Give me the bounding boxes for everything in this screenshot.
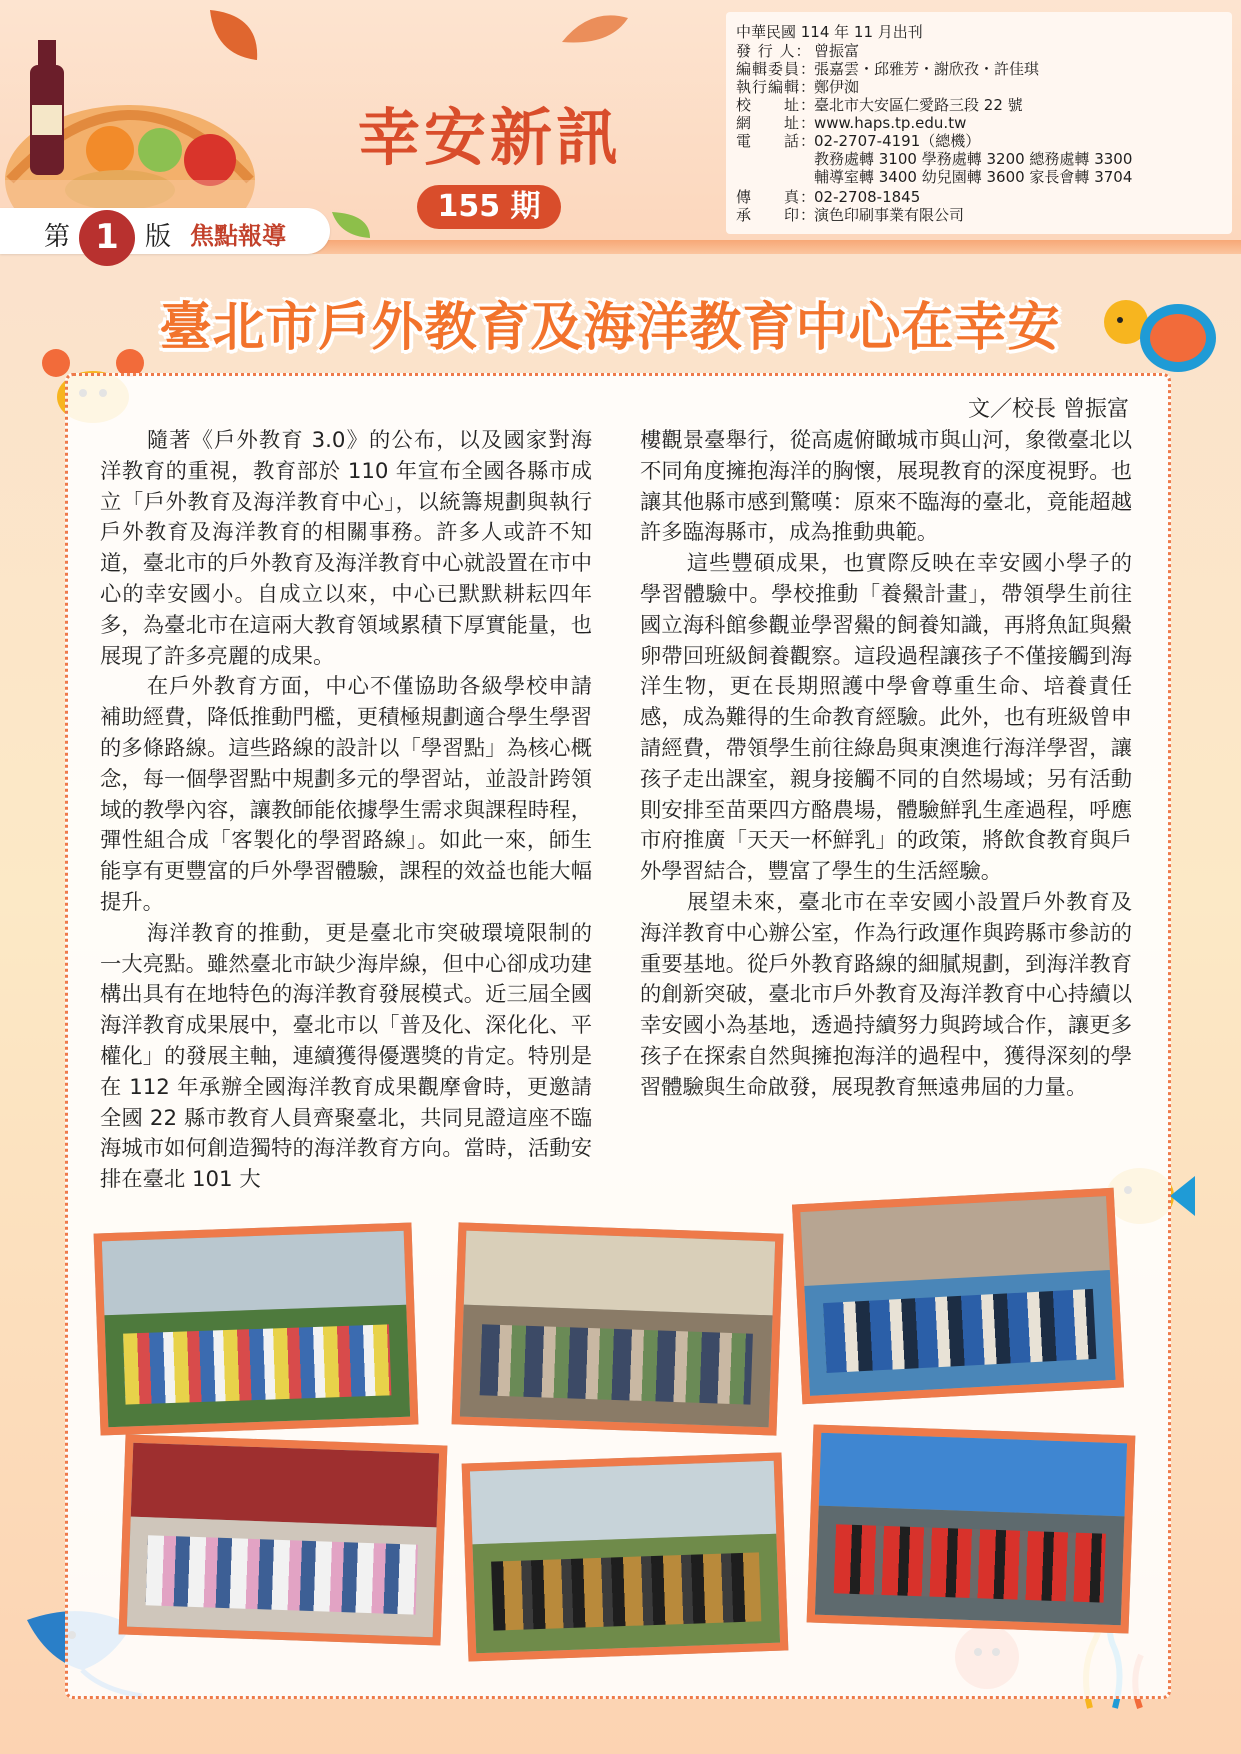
article-headline: 臺北市戶外教育及海洋教育中心在幸安 [159,298,1061,358]
edition-number: 1 [79,210,135,266]
info-line: 傳 真：02-2708-1845 [736,188,921,206]
info-line: 網 址：www.haps.tp.edu.tw [736,114,967,132]
article-paragraph: 樓觀景臺舉行，從高處俯瞰城市與山河，象徵臺北以不同角度擁抱海洋的胸懷，展現教育的深度視野。也讓其他縣市感到驚嘆：原來不臨海的臺北，竟能超越許多臨海縣市，成為推動典範。 [640,428,1132,546]
photo-group-banner [119,1434,448,1645]
edition-suffix: 版 [145,222,172,252]
info-line: 編輯委員：張嘉雲・邱雅芳・謝欣孜・許佳琪 [736,60,1040,78]
info-line: 執行編輯：鄭伊洳 [736,78,860,96]
newsletter-title: 幸安新訊 [357,101,622,174]
info-line: 電 話：02-2707-4191（總機） [736,132,981,150]
photo-exhibition-booth [792,1188,1124,1405]
photo-classroom-meeting [452,1222,784,1435]
article-paragraph: 這些豐碩成果，也實際反映在幸安國小學子的學習體驗中。學校推動「養鱟計畫」，帶領學生前往國立海科館參觀並學習鱟的飼養知識，再將魚缸與鱟卵帶回班級飼養觀察。這段過程讓孩子不僅接觸到海洋生物，更在長期照護中學會尊重生命、培養責任感，成為難得的生命教育經驗。此外，也有班級曾申請經費，帶領學生前往綠島與東澳進行海洋學習，讓孩子走出課室，親身接觸不同的自然場域；另有活動則安排至苗栗四方酪農場，體驗鮮乳生產過程，呼應市府推廣「天天一杯鮮乳」的政策，將飲食教育與戶外學習結合，豐富了學生的生活經驗。 [640,551,1132,885]
info-line: 校 址：臺北市大安區仁愛路三段 22 號 [736,96,1023,114]
leaf-icon [560,12,630,48]
edition-tab [0,208,330,257]
article-paragraph: 展望未來，臺北市在幸安國小設置戶外教育及海洋教育中心辦公室，作為行政運作與跨縣市參訪的重要基地。從戶外教育路線的細膩規劃，到海洋教育的創新突破，臺北市戶外教育及海洋教育中心持續以幸安國小為基地，透過持續努力與跨域合作，讓更多孩子在探索自然與擁抱海洋的過程中，獲得深刻的學習體驗與生命啟發，展現教育無遠弗屆的力量。 [640,889,1132,1100]
article-byline: 文／校長 曾振富 [968,397,1129,422]
info-line: 輔導室轉 3400 幼兒園轉 3600 家長會轉 3704 [814,168,1133,186]
info-line: 教務處轉 3100 學務處轉 3200 總務處轉 3300 [814,150,1133,168]
article-paragraph: 在戶外教育方面，中心不僅協助各級學校申請補助經費，降低推動門檻，更積極規劃適合學生學習的多條路線。這些路線的設計以「學習點」為核心概念，每一個學習點中規劃多元的學習站，並設計跨領域的教學內容，讓教師能依據學生需求與課程時程，彈性組合成「客製化的學習路線」。如此一來，師生能享有更豐富的戶外學習體驗，課程的效益也能大幅提升。 [100,674,592,915]
info-line: 發 行 人： 曾振富 [736,42,860,60]
edition-prefix: 第 [44,222,71,252]
photo-farm-visit [462,1452,789,1661]
article-paragraph: 海洋教育的推動，更是臺北市突破環境限制的一大亮點。雖然臺北市缺少海岸線，但中心卻成功建構出具有在地特色的海洋教育發展模式。近三屆全國海洋教育成果展中，臺北市以「普及化、深化化、平權化」的發展主軸，連續獲得優選獎的肯定。特別是在 112 年承辦全國海洋教育成果觀摩會時，更邀請全國 22 縣市教育人員齊聚臺北，共同見證這座不臨海城市如何創造獨特的海洋教育方向。當時，活動安排在臺北 101 大 [100,920,592,1193]
publication-info [726,12,1232,234]
issue-badge: 155 期 [417,185,561,229]
article-column-left [100,426,592,1196]
leaf-icon [205,5,265,65]
fruit-basket-illustration [0,30,330,220]
turtle-icon [1098,290,1223,380]
leaf-icon [330,210,372,240]
publish-date: 中華民國 114 年 11 月出刊 [736,23,923,41]
section-name: 焦點報導 [190,222,286,250]
info-line: 承 印：演色印刷事業有限公司 [736,206,965,224]
article-paragraph: 隨著《戶外教育 3.0》的公布，以及國家對海洋教育的重視，教育部於 110 年宣布全國各縣市成立「戶外教育及海洋教育中心」，以統籌規劃與執行戶外教育及海洋教育的相關事務。許多人或許不知道，臺北市的戶外教育及海洋教育中心就設置在市中心的幸安國小。自成立以來，中心已默默耕耘四年多，為臺北市在這兩大教育領域累積下厚實能量，也展現了許多亮麗的成果。 [100,428,592,669]
article-column-right [640,426,1132,1104]
photo-group-outdoor [94,1223,419,1436]
photo-beach-activity [807,1424,1136,1633]
